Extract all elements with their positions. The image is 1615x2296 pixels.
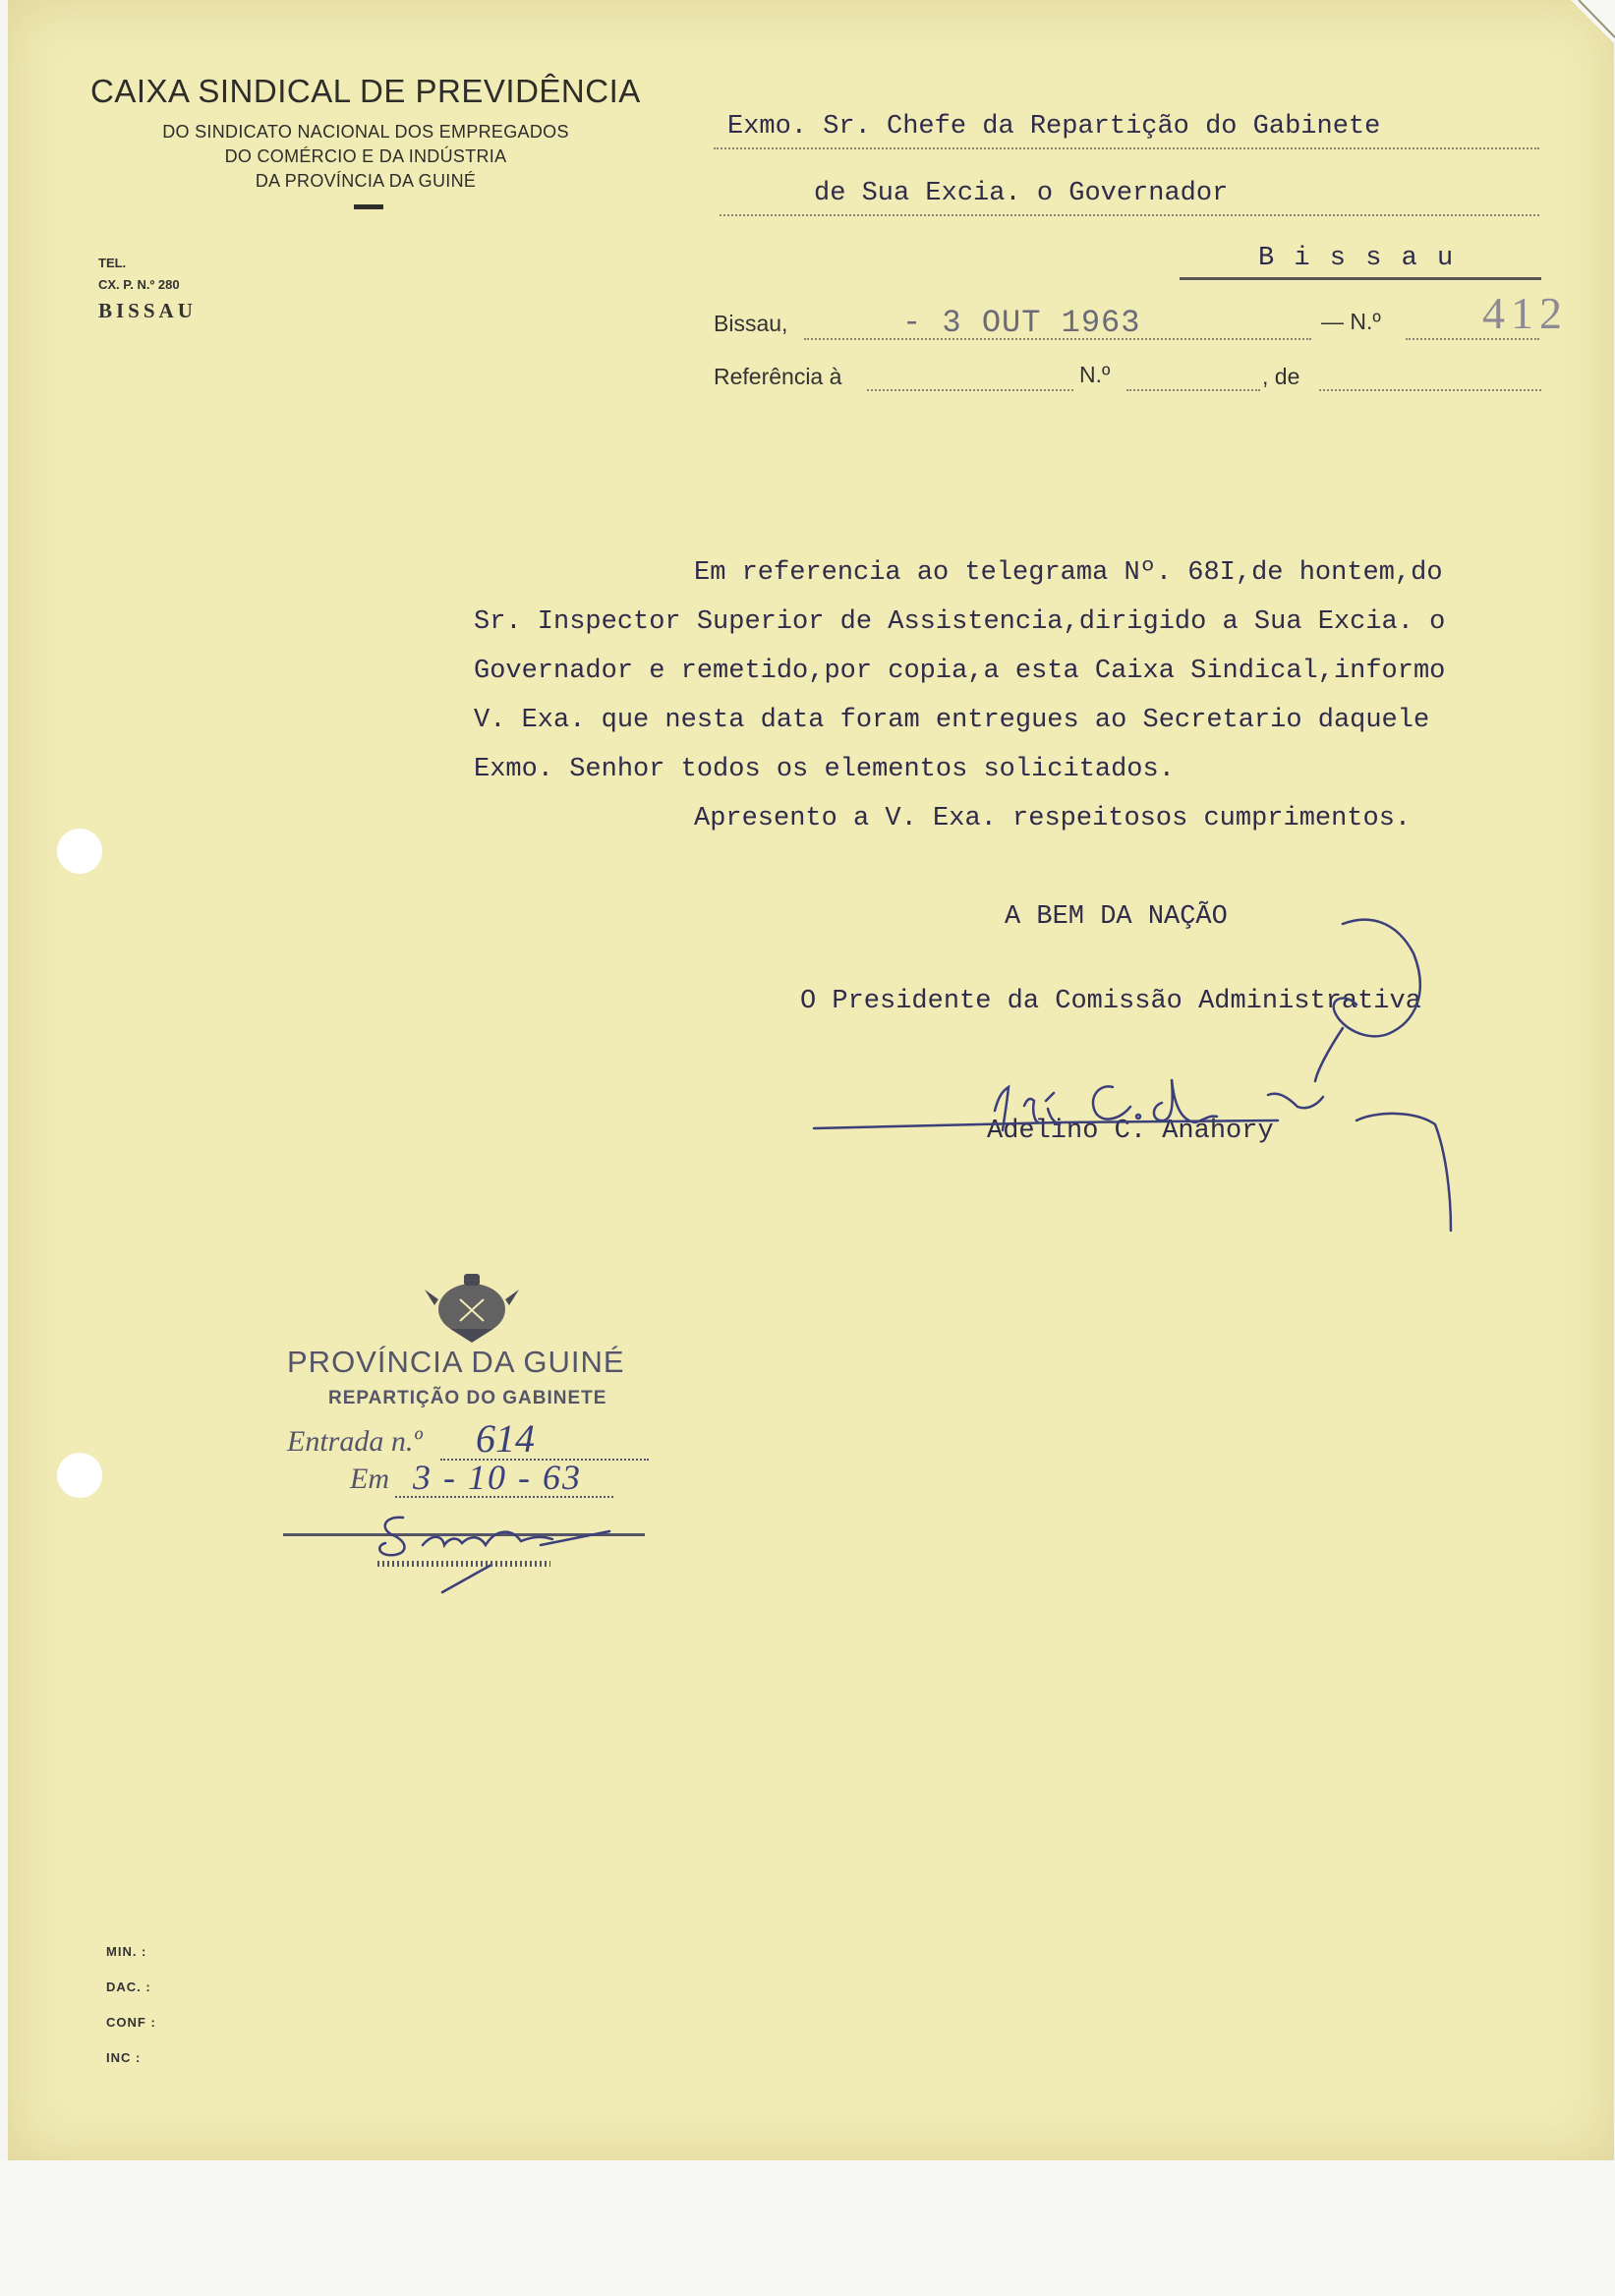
body-line-1: Em referencia ao telegrama Nº. 68I,de hontem,do xyxy=(694,558,1443,588)
signature-scribble xyxy=(806,914,1474,1238)
margin-label-inc: INC : xyxy=(106,2050,142,2065)
body-line-2: Sr. Inspector Superior de Assistencia,dirigido a Sua Excia. o xyxy=(474,607,1446,637)
signatory-name: Adelino C. Anahory xyxy=(987,1117,1274,1146)
punch-hole-bottom xyxy=(57,1453,102,1498)
stamp-hatch xyxy=(377,1561,550,1567)
margin-label-min: MIN. : xyxy=(106,1944,147,1959)
body-line-5: Exmo. Senhor todos os elementos solicitados. xyxy=(474,755,1175,784)
letterhead-line-3: DA PROVÍNCIA DA GUINÉ xyxy=(255,171,477,191)
coat-of-arms-icon xyxy=(421,1270,523,1345)
letterhead-title: CAIXA SINDICAL DE PREVIDÊNCIA xyxy=(90,73,641,109)
margin-label-conf: CONF : xyxy=(106,2015,156,2030)
contact-city: BISSAU xyxy=(98,299,197,322)
addressee-line-1: Exmo. Sr. Chefe da Repartição do Gabinete xyxy=(727,112,1381,142)
margin-label-dac: DAC. : xyxy=(106,1980,151,1994)
addressee-city: B i s s a u xyxy=(1258,244,1456,273)
scan-background xyxy=(0,2160,1615,2296)
ref-date-rule xyxy=(1319,389,1541,391)
addressee-line-1-rule xyxy=(714,147,1539,149)
ref-number-rule xyxy=(1126,389,1260,391)
contact-box: CX. P. N.º 280 xyxy=(98,277,180,292)
stamp-entry-value: 614 xyxy=(476,1416,535,1461)
body-line-3: Governador e remetido,por copia,a esta Caixa Sindical,informo xyxy=(474,657,1446,686)
number-value: 412 xyxy=(1482,288,1568,338)
stamp-entry-label: Entrada n.º xyxy=(287,1425,423,1458)
stamp-title: PROVÍNCIA DA GUINÉ xyxy=(287,1345,625,1379)
folded-corner xyxy=(1571,0,1615,44)
place-label: Bissau, xyxy=(714,311,788,336)
ref-number-label: N.º xyxy=(1079,362,1111,387)
closing-motto: A BEM DA NAÇÃO xyxy=(1005,902,1228,932)
stamp-date-label: Em xyxy=(350,1463,389,1495)
closing-role: O Presidente da Comissão Administrativa xyxy=(800,987,1421,1016)
contact-tel: TEL. xyxy=(98,256,127,270)
stamp-date-value: 3 - 10 - 63 xyxy=(413,1458,582,1497)
letterhead-line-2: DO COMÉRCIO E DA INDÚSTRIA xyxy=(224,146,507,166)
addressee-line-2: de Sua Excia. o Governador xyxy=(814,179,1229,208)
addressee-city-rule xyxy=(1180,277,1541,280)
reference-rule xyxy=(867,389,1073,391)
ref-date-label: , de xyxy=(1262,364,1300,389)
stamp-initials-scribble xyxy=(364,1506,619,1594)
body-line-4: V. Exa. que nesta data foram entregues ao Secretario daquele xyxy=(474,706,1430,735)
reference-label: Referência à xyxy=(714,364,842,389)
letterhead-divider xyxy=(354,204,383,209)
stamp-subtitle: REPARTIÇÃO DO GABINETE xyxy=(328,1388,607,1408)
addressee-line-2-rule xyxy=(720,214,1539,216)
letterhead-line-1: DO SINDICATO NACIONAL DOS EMPREGADOS xyxy=(162,122,569,142)
punch-hole-top xyxy=(57,829,102,874)
date-stamp: - 3 OUT 1963 xyxy=(902,305,1141,341)
body-line-6: Apresento a V. Exa. respeitosos cumprimentos. xyxy=(694,804,1412,833)
number-label: — N.º xyxy=(1321,309,1381,334)
